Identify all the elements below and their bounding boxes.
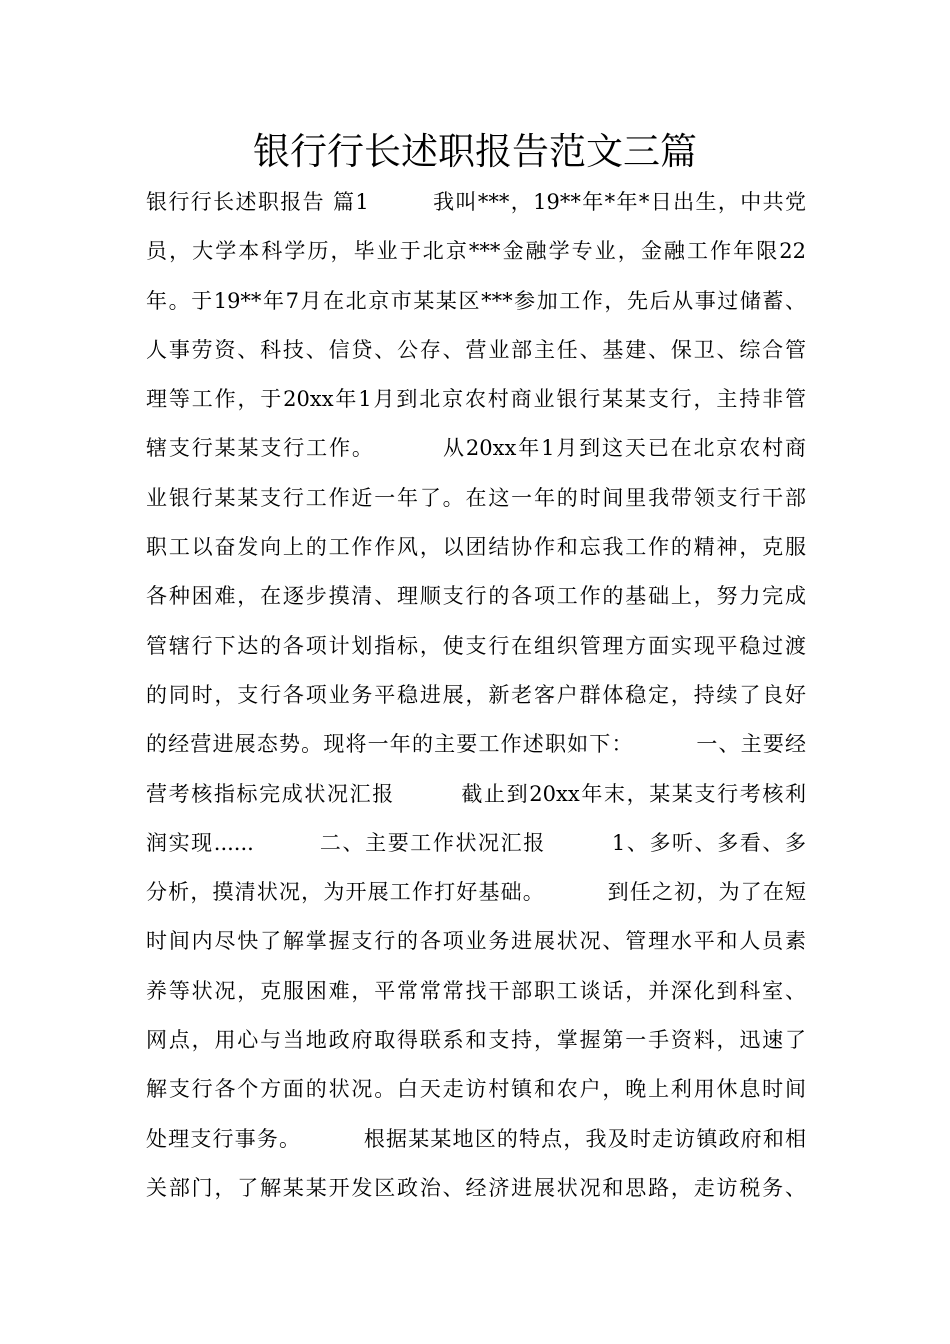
body-text-line: 职工以奋发向上的工作作风，以团结协作和忘我工作的精神，克服	[146, 535, 806, 560]
body-text-line: 时间内尽快了解掌握支行的各项业务进展状况、管理水平和人员素	[146, 929, 806, 954]
body-text-line: 养等状况，克服困难，平常常常找干部职工谈话，并深化到科室、	[146, 978, 806, 1003]
body-text-line: 人事劳资、科技、信贷、公存、营业部主任、基建、保卫、综合管	[146, 337, 806, 362]
body-text-line: 各种困难，在逐步摸清、理顺支行的各项工作的基础上，努力完成	[146, 584, 806, 609]
document-title: 银行行长述职报告范文三篇	[253, 130, 697, 173]
body-text-line: 润实现...... 二、主要工作状况汇报 1、多听、多看、多	[146, 830, 806, 855]
body-text-line: 辖支行某某支行工作。 从20xx年1月到这天已在北京农村商	[146, 436, 806, 461]
body-text-line: 管辖行下达的各项计划指标，使支行在组织管理方面实现平稳过渡	[146, 633, 806, 658]
body-text-line: 年。于19**年7月在北京市某某区***参加工作，先后从事过储蓄、	[146, 288, 806, 313]
body-text-line: 的经营进展态势。现将一年的主要工作述职如下： 一、主要经	[146, 732, 806, 757]
body-text-line: 银行行长述职报告 篇1 我叫***，19**年*年*日出生，中共党	[146, 190, 806, 214]
body-text-line: 的同时，支行各项业务平稳进展，新老客户群体稳定，持续了良好	[146, 682, 806, 707]
body-text-line: 员，大学本科学历，毕业于北京***金融学专业，金融工作年限22	[146, 239, 806, 264]
body-text-line: 处理支行事务。 根据某某地区的特点，我及时走访镇政府和相	[146, 1126, 806, 1151]
body-text-line: 业银行某某支行工作近一年了。在这一年的时间里我带领支行干部	[146, 485, 806, 510]
body-text-line: 理等工作，于20xx年1月到北京农村商业银行某某支行，主持非管	[146, 387, 806, 412]
body-text-line: 关部门，了解某某开发区政治、经济进展状况和思路，走访税务、	[146, 1175, 806, 1200]
body-text-line: 网点，用心与当地政府取得联系和支持，掌握第一手资料，迅速了	[146, 1028, 806, 1053]
body-text-line: 分析，摸清状况，为开展工作打好基础。 到任之初，为了在短	[146, 880, 806, 905]
document-body	[146, 178, 806, 1213]
body-text-line: 解支行各个方面的状况。白天走访村镇和农户，晚上利用休息时间	[146, 1077, 806, 1102]
body-text-line: 营考核指标完成状况汇报 截止到20xx年末，某某支行考核利	[146, 781, 806, 806]
